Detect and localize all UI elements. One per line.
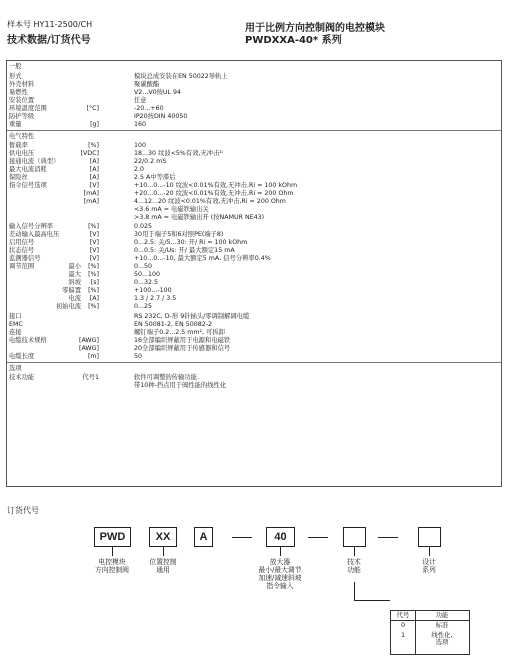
range-unit: [%] [88, 303, 99, 310]
electrical-row-unit: [mA] [83, 190, 99, 197]
separator-dash [308, 537, 328, 538]
section-heading-general: 一般 [9, 63, 22, 70]
range-unit: [A] [89, 295, 99, 302]
electrical-row-value: 4...12...20 纹波<0.01%有效,无冲击,Ri = 200 Ohm [134, 198, 286, 205]
order-connector [112, 547, 113, 556]
general-row-unit: [°C] [86, 105, 99, 112]
range-sublabel: 最大 [68, 271, 81, 278]
order-code-box: XX [149, 527, 177, 547]
option-code: 0 [400, 621, 406, 629]
electrical-row-label: 最大电流消耗 [9, 166, 47, 173]
electrical-row-value: 0.025 [134, 223, 153, 230]
option-code: 1 [400, 631, 406, 639]
range-sublabel: 零偏置 [62, 287, 81, 294]
tech-function-code: 代号1 [82, 374, 99, 381]
order-connector [280, 547, 281, 556]
electrical-row-label: 监测器信号 [9, 255, 41, 262]
range-value: 1.3 / 2.7 / 3.5 [134, 295, 177, 302]
range-unit: [s] [90, 279, 99, 286]
range-value: 0...50 [134, 263, 153, 270]
range-unit: [%] [88, 263, 99, 270]
order-connector [163, 547, 164, 556]
electrical-row-value: 20全部编织屏蔽用于传感器和信号 [134, 345, 231, 352]
general-row-label: 外壳材料 [9, 81, 35, 88]
general-row-value: 聚碳酸酯 [134, 81, 160, 88]
general-row-value: 任意 [134, 97, 147, 104]
range-unit: [%] [88, 271, 99, 278]
electrical-row-label: 状态信号 [9, 247, 35, 254]
electrical-row-label: 接通电流（典型） [9, 158, 60, 165]
general-row-label: 环境温度范围 [9, 105, 47, 112]
general-row-unit: [g] [90, 121, 99, 128]
electrical-row-value: EN 50081-2, EN 50082-2 [134, 321, 213, 328]
range-sublabel: 最小 [68, 263, 81, 270]
order-code-title: 订货代号 [7, 506, 39, 515]
general-row-label: 安装位置 [9, 97, 35, 104]
order-code-box: A [194, 527, 213, 547]
electrical-row-value: 50 [134, 353, 143, 360]
document-subtitle: 技术数据/订货代号 [7, 35, 91, 46]
range-sublabel: 电流 [68, 295, 81, 302]
separator-dash [232, 537, 252, 538]
electrical-row-value: RS 232C, D-形 9针插头/零调制解调电缆 [134, 313, 250, 320]
order-code-box [343, 527, 366, 547]
spec-table [6, 60, 502, 487]
order-code-label: 设计 系列 [422, 558, 436, 574]
electrical-row-label: 供电电压 [9, 150, 35, 157]
electrical-row-value: 2.0 [134, 166, 145, 173]
electrical-row-value: 22/0.2 mS [134, 158, 167, 165]
electrical-row-value: <3.6 mA = 电磁铁输出关 [134, 206, 209, 213]
order-connector [354, 547, 355, 556]
section-heading-electrical: 电气特性 [9, 133, 35, 140]
electrical-row-unit: [V] [89, 255, 99, 262]
separator-dash [378, 537, 398, 538]
range-sublabel: 斜坡 [68, 279, 81, 286]
electrical-row-label: 启用信号 [9, 239, 35, 246]
range-value: 0...25 [134, 303, 153, 310]
order-code-box: 40 [266, 527, 295, 547]
general-row-value: -20...+60 [134, 105, 164, 112]
section-divider [7, 130, 501, 131]
order-code-label: 位置控制 通用 [149, 558, 177, 574]
electrical-row-value: 2.5 A中等滞后 [134, 174, 176, 181]
electrical-row-unit: [%] [88, 142, 99, 149]
order-code-label: 放大器 最小/最大调节 加速/减速斜坡 指令输入 [258, 558, 302, 590]
electrical-row-unit: [AWG] [79, 345, 99, 352]
electrical-row-value: 0...0.5: 关/Us: 开/ 最大额定15 mA [134, 247, 235, 254]
electrical-row-value: 0...2.5: 关/5...30: 开/ Ri = 100 kOhm [134, 239, 248, 246]
option-header-code: 代号 [396, 611, 410, 619]
electrical-row-label: 连接 [9, 329, 22, 336]
section-heading-options: 选项 [9, 365, 22, 372]
electrical-row-unit: [A] [89, 166, 99, 173]
electrical-row-unit: [mA] [83, 198, 99, 205]
electrical-row-value: +10...0...-10, 最大额定5 mA, 信号分辨率0.4% [134, 255, 271, 262]
electrical-row-value: 30用于端子5和6对照PE(端子8) [134, 231, 224, 238]
option-function: 线性化, 选项 [431, 631, 453, 646]
electrical-row-label: 电缆长度 [9, 353, 35, 360]
general-row-value: IP20按DIN 40050 [134, 113, 188, 120]
general-row-value: V2...V0按UL 94 [134, 89, 182, 96]
general-row-label: 防护等级 [9, 113, 35, 120]
electrical-row-unit: [V] [89, 231, 99, 238]
order-code-label: 电控模块 方向控制阀 [95, 558, 129, 574]
electrical-row-unit: [V] [89, 182, 99, 189]
electrical-row-value: 螺钉端子0.2...2.5 mm², 可拆卸 [134, 329, 225, 336]
general-row-label: 重量 [9, 121, 22, 128]
electrical-row-unit: [VDC] [80, 150, 99, 157]
option-connector [354, 600, 390, 601]
range-value: +100...-100 [134, 287, 172, 294]
range-value: 50...100 [134, 271, 161, 278]
electrical-row-unit: [%] [88, 223, 99, 230]
section-divider [7, 362, 501, 363]
electrical-row-label: 差动输入最高电压 [9, 231, 60, 238]
electrical-row-label: 保险丝 [9, 174, 28, 181]
tech-function-label: 技术功能 [9, 374, 35, 381]
range-value: 0...32.5 [134, 279, 159, 286]
electrical-row-value: +20...0...-20 纹波<0.01%有效,无冲击,Ri = 200 Ohm [134, 190, 294, 197]
electrical-row-unit: [V] [89, 239, 99, 246]
range-sublabel: 初始电流 [55, 303, 81, 310]
order-code-box [418, 527, 441, 547]
option-function: 标准 [435, 621, 449, 629]
document-title: 用于比例方向控制阀的电控模块 [245, 23, 385, 34]
electrical-row-label: 输入信号分辨率 [9, 223, 54, 230]
order-code-box: PWD [94, 527, 131, 547]
electrical-row-unit: [A] [89, 174, 99, 181]
document-number: 样本号 HY11-2500/CH [7, 20, 93, 29]
general-row-label: 形式 [9, 73, 22, 80]
general-row-label: 易燃性 [9, 89, 28, 96]
electrical-row-label: EMC [9, 321, 23, 328]
tech-function-value: 带10种-挡点用于阀性能的线性化 [134, 382, 227, 389]
option-code-table [390, 610, 470, 655]
electrical-row-label: 接口 [9, 313, 22, 320]
electrical-row-unit: [m] [87, 353, 99, 360]
electrical-row-label: 指令信号选项 [9, 182, 47, 189]
option-connector [354, 582, 355, 600]
electrical-row-unit: [V] [89, 247, 99, 254]
general-row-value: 模块总成安装在EN 50022导轨上 [134, 73, 228, 80]
electrical-row-value: +10...0...-10 纹波<0.01%有效,无冲击,Ri = 100 kOhm [134, 182, 298, 189]
electrical-row-value: >3.8 mA = 电磁铁输出开 (按NAMUR NE43) [134, 214, 265, 221]
adjust-range-label: 调节范围 [9, 263, 35, 270]
range-unit: [%] [88, 287, 99, 294]
order-code-label: 技术 功能 [347, 558, 361, 574]
electrical-row-value: 18...30 纹波<5%有效,无冲击¹⁾ [134, 150, 224, 157]
tech-function-value: 软件可调整的传输功能. [134, 374, 199, 381]
electrical-row-unit: [A] [89, 158, 99, 165]
electrical-row-label: 暂载率 [9, 142, 28, 149]
electrical-row-unit: [AWG] [79, 337, 99, 344]
model-series: PWDXXA-40* 系列 [245, 35, 342, 46]
option-header-function: 功能 [435, 611, 449, 619]
electrical-row-value: 100 [134, 142, 147, 149]
order-connector [429, 547, 430, 556]
electrical-row-label: 电缆技术规格 [9, 337, 47, 344]
electrical-row-value: 16全部编织屏蔽用于电源和电磁铁 [134, 337, 231, 344]
general-row-value: 160 [134, 121, 147, 128]
